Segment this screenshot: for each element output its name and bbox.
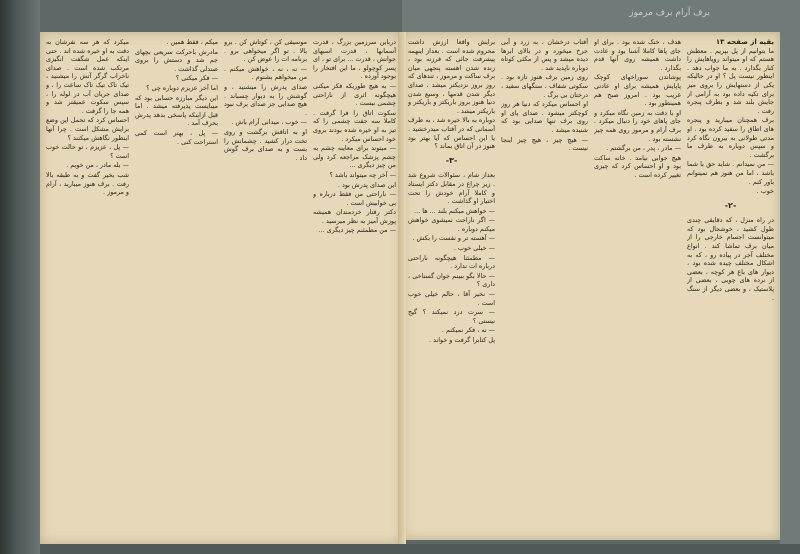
left-page-column-4 (46, 38, 129, 538)
paragraph: هیچ جوابی نیامد . خانه ساکت بود و او احساس کرد که چیزی تغییر کرده است . (594, 153, 681, 179)
running-header (402, 0, 800, 32)
right-page-column-1 (687, 38, 774, 534)
paragraph: — خیلی خوب . (453, 244, 495, 253)
paragraph: — من نمیدانم . شاید حق با شما باشد ، اما من هنوز هم نمیتوانم باور کنم . (687, 160, 774, 186)
paragraph: — آهسته تر و نفست را بکش . (412, 234, 495, 243)
continued-from-label: بقیه از صفحه ۱۳ (715, 38, 774, 46)
paragraph: درباین سرزمین بزرگ ، قدرت آسمانها ، قدرت اسبهای جوانش ، قدرت ... برای تو ، ای پسر کوچولو ، ما این افتخار را بوجود آورده . (313, 38, 396, 81)
paragraph: — خواهش میکنم بلند ... ها ... (414, 206, 495, 215)
right-page-column-4 (408, 38, 495, 534)
section-number: -۳- (445, 155, 458, 165)
paragraph: بعداز شام ، سئوالات شروع شد . زیر چراغ در مقابل دکتر ایستاد و کاملا آرام خودش را تحت اختیار او گذاشت . (408, 171, 495, 206)
paragraph: در راه منزل ، که دقایقی چندی طول کشید ، خوشحال بود که میتوانست اجسام خارجی را از میان برف تماشا کند . انواع مختلف آجر در پیاده رو ، که به اشکال مختلف چیده شده بود ، دیوار های باغ هر کوچه ، بعضی از نرده های چوبی ، بعضی از پلاستیک ، و بعضی دیگر از سنگ . (687, 216, 774, 302)
paragraph: او احساس میکرد که دنیا هر روز کوچکتر میشود . صدای پای او روی برف تنها صدایی بود که شنیده میشد . (501, 100, 588, 134)
left-page-columns (46, 38, 396, 538)
paragraph: — به هیچ طوریکه فکر میکنی هیچگونه اثری از ناراحتی چشمی نیست . (313, 81, 396, 108)
paragraph: ما بتوانیم از پل بپریم . معطش هستم که او میتواند روپاهایش را کنار بگذارد . به ما جواب دهد . اینطور نیست پل ؟ او در حالیکه یکی از دستهایش را بروی میز برای تکیه داده بود به آرامی از جایش بلند شد و بطرف پنجره رفت . (687, 46, 774, 115)
paragraph: صدای پدرش را میشنید ، و گوشش را به دیوار چسباند . هیچ صدایی جز صدای برف نبود . (224, 82, 307, 117)
book-spine-left (0, 0, 40, 554)
paragraph: احساس کرد که تحمل این وضع برایش مشکل است . چرا آنها اینطور نگاهش میکنند ؟ (46, 116, 129, 142)
section-number: -۲- (724, 200, 737, 210)
paragraph: — نه ، نه ، خواهش میکنم . من میخواهم بشنوم . (224, 64, 307, 82)
right-page-columns (408, 38, 774, 534)
paragraph: برایش واقعا ارزش داشت محروم شده است . بعداز اینهمه پیشرفت جائی که فرزنه بود ، زنده شدن اهسته پنجهی میان برف ساکت و مرموز ، تندهای که روز بروز نزدیکتر میشد ، صدای دیگر شدن قدمها ، وسیع شدن دنیا هنوز بروز باریکتر و باریکتر و باریکتر میشد . (408, 38, 495, 115)
paragraph: میکرد که هر سه نفرشان به دقت به او خیره شده اند . حتی اینکه عمل شگفت انگیزی مرتکب شده است . صدای ناخراب گرگر آتش را میشنید ، تیک تاک تیک تاک ساعت را ، و صدای جریان آب در لوله را ، سپس سکوت عمیقتر شد و همه جا را گرفت . (46, 38, 129, 115)
right-page-column-2 (594, 38, 681, 534)
paragraph: هدف ، خنک شده بود . برای او جای پاها کاملا آشنا بود و عادت داشت همیشه روی آنها قدم بگذارد . (594, 38, 681, 72)
paragraph: — سرت درد نمیکند ؟ گیج نیستی ؟ (408, 308, 495, 325)
left-page-column-3 (135, 38, 218, 538)
paragraph: — پل ، بهتر است کمی استراحت کنی . (135, 128, 218, 146)
paragraph: اما آخر عزیزم دوباره چی ؟ (146, 83, 218, 92)
paragraph: این صدای پدرش بود . (337, 180, 396, 189)
left-page (40, 32, 402, 544)
paragraph: — میتوند برای معاینه چشم به چشم پزشک مراجعه کرد ولی من چیز دیگری ... (313, 144, 396, 170)
paragraph: پوشاندن سوراخهای کوچک پاپایش همیشه برای او عادتی غریب بود . امروز صبح هم همینطور بود . (594, 73, 681, 108)
paragraph: — مادر ، پدر ، من برگشتم . (606, 144, 681, 153)
page-gutter (398, 32, 406, 544)
paragraph: — ناراحتی من فقط درباره و بی خوابیش است . (313, 190, 396, 207)
paragraph: — مطمئنا هیچگونه ناراحتی درباره ات ندارد . (408, 253, 495, 271)
paragraph: او با دقت به زمین نگاه میکرد و جای پاهای خود را دنبال میکرد . برف آرام و مرموز روی همه چیز نشسته بود . (594, 108, 681, 143)
page-edge-right (780, 32, 800, 554)
left-page-column-1 (313, 38, 396, 538)
paragraph: آفتاب درخشان ، به زرد و آبی جرخ میخورد و در بالای ابرها دیده میشد و پس از مکثی کوتاه دوباره ناپدید شد . (501, 38, 588, 72)
paragraph: — نخیر آقا ، حالم خیلی خوب است . (408, 290, 495, 307)
paragraph: — خوب ، میدانی آرام باش . (231, 118, 307, 127)
paragraph: موسیقی کن ، کوتاش کن . برو بالا . تو اگر میخواهی برو . برنامه ات را عوض کن . (224, 38, 307, 64)
paragraph: — هیچ چیز ، هیچ چیز اینجا نیست . (501, 135, 588, 153)
paragraph: پل کتابرا گرفت و خواند . (429, 336, 495, 344)
paragraph: سکوت اتاق را فرا گرفت . کاملا سه جفت چشمی را که تیز به او خیره شده بودند بروی خود احساس میکرد . (313, 108, 396, 143)
paragraph: او به اتاقش برگشت و روی تخت دراز کشید . چشمانش را بست و به صدای برف گوش داد . (224, 127, 307, 162)
paragraph: — آخر چه میتواند باشد ؟ (329, 170, 396, 179)
paragraph: دکتر رفتار خردمندان همیشه پوزش آمیز به نظر میرسید . (313, 208, 396, 225)
left-page-column-2 (224, 38, 307, 538)
paragraph: — فکر میکنی ؟ (175, 74, 218, 83)
paragraph: شب بخیر گفت و به طبقه بالا رفت . برف هنوز میبارید ، آرام و مرموز . (46, 170, 129, 197)
right-page-column-3 (501, 38, 588, 534)
paragraph: برف همچنان میبارید و پنجره های اطاق را سفید کرده بود . او مدتی طولانی به بیرون نگاه کرد و سپس دوباره به طرف ما برگشت . (687, 116, 774, 159)
paragraph: روی زمین برف هنوز تازه بود . سکوتی شفاف ، سنگهای سفید ، درختان بی برگ . (501, 73, 588, 99)
header-title: برف آرام برف مرموز (629, 8, 710, 18)
paragraph: — نه ، فکر نمیکنم . (441, 326, 495, 335)
right-page (402, 32, 780, 540)
paragraph: — من مطمئنم چیز دیگری ... (318, 226, 396, 235)
paragraph: مادرش باحرکت سریعی بچهای جم شد و دستش را بروی صندلی گذاشت . (135, 47, 218, 73)
paragraph: این دیگر مبارزه حسابی بود که میبایست پذیرفته میشد . اما قبل ازاینکه پاسخی بدهد پدرش بحرف آمد . (135, 93, 218, 128)
paragraph: — بله مادر ، من خوبم . (66, 161, 129, 170)
paragraph: دوباره به بالا خیره شد ، به طرف آسمانی که در آفتاب میدرخشید . یا این احساس که آیا بهتر بود هنوز در آن اتاق بماند ؟ (408, 116, 495, 151)
paragraph: — اگر ناراحت نمیشوی خواهش میکنم دوباره . (408, 216, 495, 233)
paragraph: — پل ، عزیزم ، تو حالت خوب است ؟ (46, 143, 129, 160)
paragraph: — حالا بگو ببینم جوان گستاخی ، داری ؟ (408, 271, 495, 289)
paragraph: میکم ، فقط همین . (166, 38, 218, 46)
paragraph: خوب . (756, 187, 774, 196)
page-bottom-edge (40, 544, 800, 554)
